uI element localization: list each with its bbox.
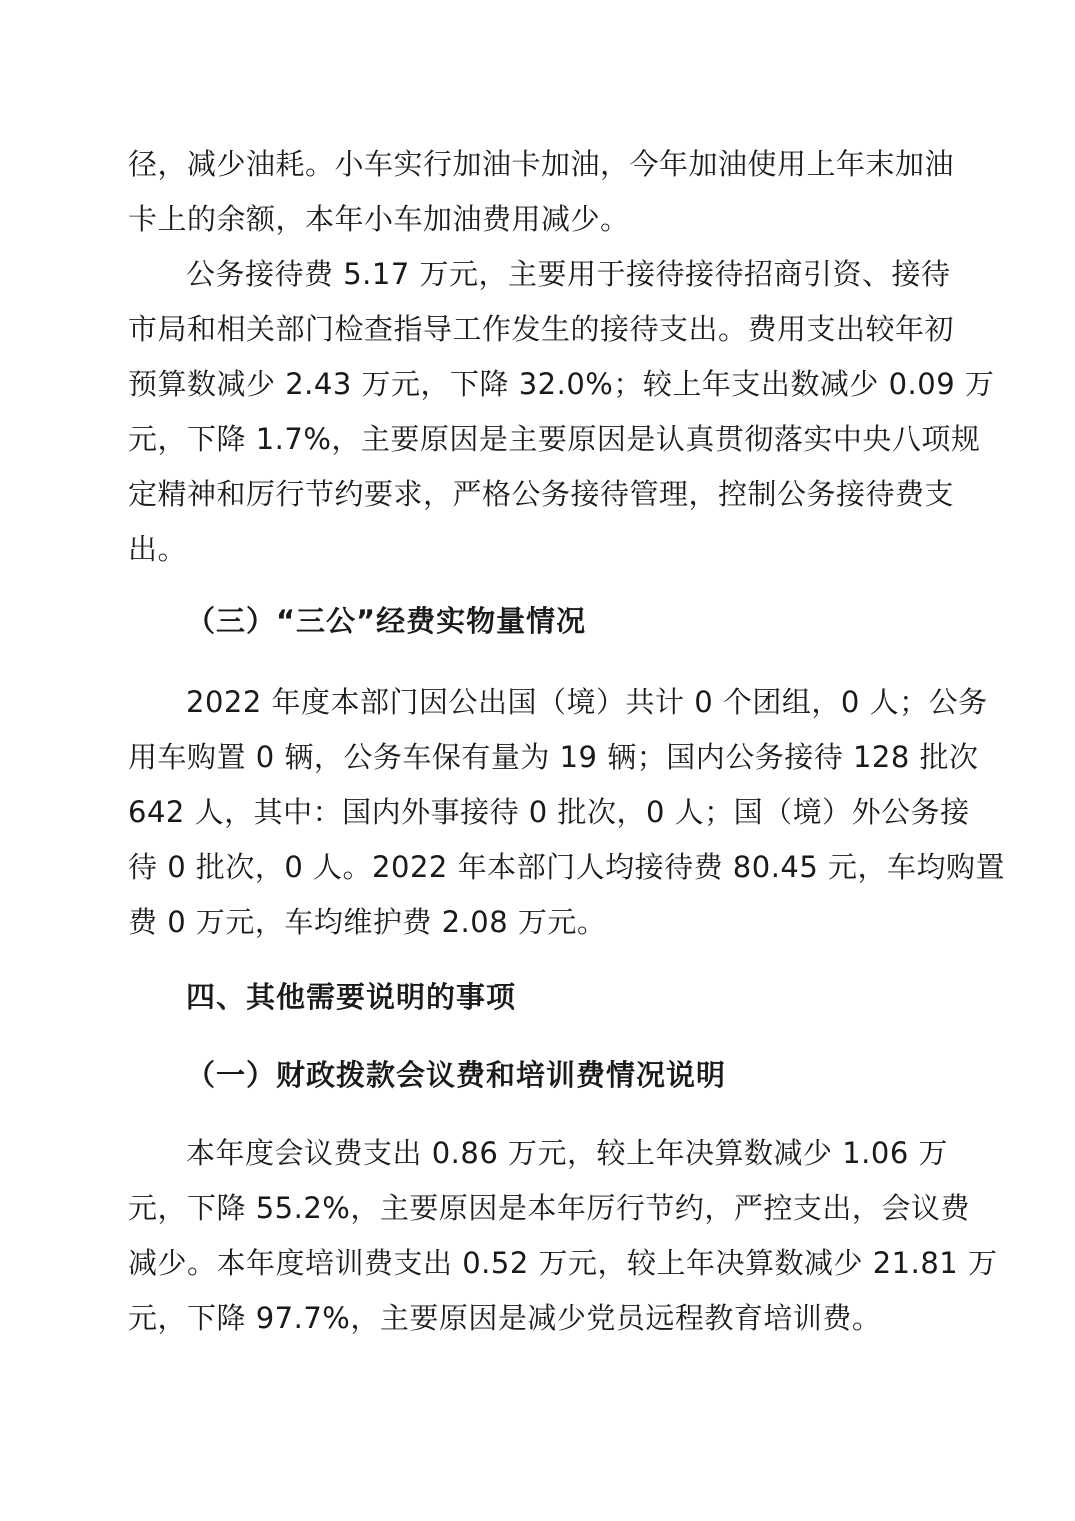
text-line: 用车购置 0 辆，公务车保有量为 19 辆；国内公务接待 128 批次 [128, 740, 979, 774]
subsection-heading-meeting-training: （一）财政拨款会议费和培训费情况说明 [186, 1058, 727, 1092]
text-line: 642 人，其中：国内外事接待 0 批次，0 人；国（境）外公务接 [128, 795, 970, 829]
text-line: 市局和相关部门检查指导工作发生的接待支出。费用支出较年初 [128, 312, 955, 346]
text-line: 2022 年度本部门因公出国（境）共计 0 个团组，0 人；公务 [186, 685, 988, 719]
text-line: 费 0 万元，车均维护费 2.08 万元。 [128, 905, 607, 939]
paragraph-physical-quantities [128, 675, 1006, 950]
text-line: 公务接待费 5.17 万元，主要用于接待接待招商引资、接待 [186, 257, 951, 291]
text-line: 出。 [128, 532, 188, 566]
paragraph-meeting-training-expense [128, 1126, 998, 1346]
section-heading-other-matters: 四、其他需要说明的事项 [186, 980, 517, 1014]
section-heading-three-public: （三）“三公”经费实物量情况 [186, 604, 587, 638]
text-line: 定精神和厉行节约要求，严格公务接待管理，控制公务接待费支 [128, 477, 955, 511]
paragraph-reception-expense [128, 247, 995, 577]
text-line: 待 0 批次，0 人。2022 年本部门人均接待费 80.45 元，车均购置 [128, 850, 1006, 884]
text-line: 减少。本年度培训费支出 0.52 万元，较上年决算数减少 21.81 万 [128, 1246, 998, 1280]
text-line: 卡上的余额，本年小车加油费用减少。 [128, 202, 630, 236]
text-line: 元，下降 97.7%，主要原因是减少党员远程教育培训费。 [128, 1301, 882, 1335]
text-line: 径，减少油耗。小车实行加油卡加油，今年加油使用上年末加油 [128, 147, 955, 181]
paragraph-vehicle-fuel [128, 137, 955, 247]
text-line: 预算数减少 2.43 万元，下降 32.0%；较上年支出数减少 0.09 万 [128, 367, 995, 401]
text-line: 元，下降 55.2%，主要原因是本年厉行节约，严控支出，会议费 [128, 1191, 970, 1225]
text-line: 元，下降 1.7%，主要原因是主要原因是认真贯彻落实中央八项规 [128, 422, 981, 456]
text-line: 本年度会议费支出 0.86 万元，较上年决算数减少 1.06 万 [186, 1136, 949, 1170]
